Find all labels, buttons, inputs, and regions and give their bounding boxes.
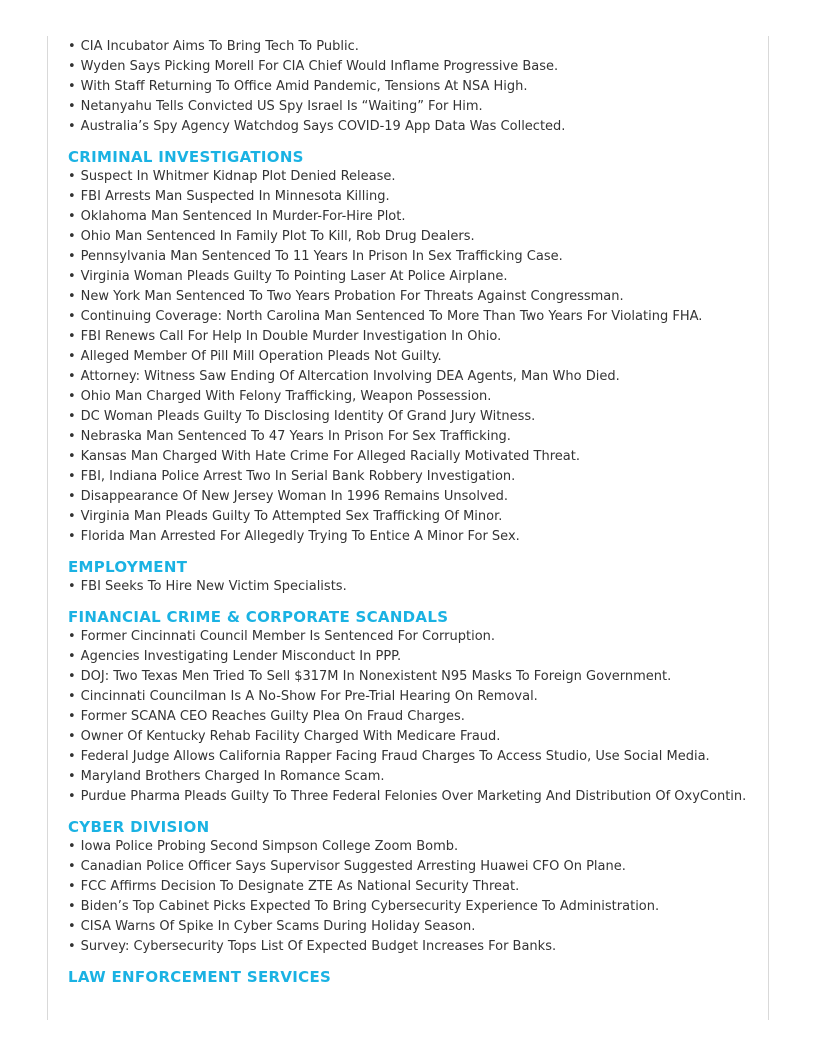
news-item-text: Ohio Man Sentenced In Family Plot To Kill, Rob Drug Dealers.: [80, 229, 475, 244]
news-item-text: FCC Affirms Decision To Designate ZTE As National Security Threat.: [80, 879, 520, 894]
section-heading: EMPLOYMENT: [68, 558, 188, 576]
news-item-link[interactable]: • FBI Seeks To Hire New Victim Specialists.: [68, 579, 347, 594]
news-section: [68, 557, 758, 597]
news-item-text: Oklahoma Man Sentenced In Murder-For-Hire Plot.: [80, 209, 406, 224]
news-item-link[interactable]: • Former Cincinnati Council Member Is Sentenced For Corruption.: [68, 629, 496, 644]
news-item-link[interactable]: • Florida Man Arrested For Allegedly Trying To Entice A Minor For Sex.: [68, 529, 520, 544]
news-item-link[interactable]: • Continuing Coverage: North Carolina Man Sentenced To More Than Two Years For Violating FHA.: [68, 309, 703, 324]
news-item-link[interactable]: • FCC Affirms Decision To Designate ZTE As National Security Threat.: [68, 879, 520, 894]
sections-container: [68, 147, 758, 987]
news-item-link[interactable]: • Iowa Police Probing Second Simpson College Zoom Bomb.: [68, 839, 459, 854]
news-item-link[interactable]: • CISA Warns Of Spike In Cyber Scams During Holiday Season.: [68, 919, 476, 934]
news-item-link[interactable]: • Attorney: Witness Saw Ending Of Altercation Involving DEA Agents, Man Who Died.: [68, 369, 620, 384]
news-item-link[interactable]: • With Staff Returning To Office Amid Pandemic, Tensions At NSA High.: [68, 79, 528, 94]
news-item-link[interactable]: • Australia’s Spy Agency Watchdog Says COVID-19 App Data Was Collected.: [68, 119, 566, 134]
news-item-link[interactable]: • Purdue Pharma Pleads Guilty To Three Federal Felonies Over Marketing And Distribution Of OxyContin.: [68, 789, 747, 804]
section-heading: CYBER DIVISION: [68, 818, 210, 836]
news-item-text: Florida Man Arrested For Allegedly Trying To Entice A Minor For Sex.: [80, 529, 520, 544]
news-item-text: Wyden Says Picking Morell For CIA Chief Would Inflame Progressive Base.: [80, 59, 559, 74]
news-item-text: Survey: Cybersecurity Tops List Of Expected Budget Increases For Banks.: [80, 939, 557, 954]
news-item-link[interactable]: • Nebraska Man Sentenced To 47 Years In Prison For Sex Trafficking.: [68, 429, 511, 444]
news-item-link[interactable]: • Owner Of Kentucky Rehab Facility Charged With Medicare Fraud.: [68, 729, 501, 744]
section-heading: CRIMINAL INVESTIGATIONS: [68, 148, 304, 166]
news-section: [68, 967, 758, 987]
news-item-text: With Staff Returning To Office Amid Pandemic, Tensions At NSA High.: [80, 79, 528, 94]
news-item-text: Australia’s Spy Agency Watchdog Says COVID-19 App Data Was Collected.: [80, 119, 566, 134]
news-item-link[interactable]: • Canadian Police Officer Says Supervisor Suggested Arresting Huawei CFO On Plane.: [68, 859, 626, 874]
continuation-list: [68, 37, 758, 137]
news-item-link[interactable]: • Alleged Member Of Pill Mill Operation Pleads Not Guilty.: [68, 349, 442, 364]
news-item-text: Ohio Man Charged With Felony Trafficking, Weapon Possession.: [80, 389, 492, 404]
news-item-text: Suspect In Whitmer Kidnap Plot Denied Release.: [80, 169, 396, 184]
news-item-link[interactable]: • Netanyahu Tells Convicted US Spy Israel Is “Waiting” For Him.: [68, 99, 483, 114]
news-item-text: Kansas Man Charged With Hate Crime For Alleged Racially Motivated Threat.: [80, 449, 580, 464]
section-heading: LAW ENFORCEMENT SERVICES: [68, 968, 332, 986]
news-item-text: Maryland Brothers Charged In Romance Scam.: [80, 769, 385, 784]
news-item-link[interactable]: • Maryland Brothers Charged In Romance Scam.: [68, 769, 385, 784]
news-item-text: CISA Warns Of Spike In Cyber Scams During Holiday Season.: [80, 919, 476, 934]
news-item-link[interactable]: • Oklahoma Man Sentenced In Murder-For-Hire Plot.: [68, 209, 406, 224]
news-item-link[interactable]: • Cincinnati Councilman Is A No-Show For Pre-Trial Hearing On Removal.: [68, 689, 538, 704]
news-item-link[interactable]: • FBI Arrests Man Suspected In Minnesota Killing.: [68, 189, 390, 204]
news-item-text: Continuing Coverage: North Carolina Man Sentenced To More Than Two Years For Violating FHA.: [80, 309, 703, 324]
news-item-text: Federal Judge Allows California Rapper Facing Fraud Charges To Access Studio, Use Social Media.: [80, 749, 710, 764]
news-item-link[interactable]: • CIA Incubator Aims To Bring Tech To Public.: [68, 39, 359, 54]
news-item-text: Iowa Police Probing Second Simpson College Zoom Bomb.: [80, 839, 459, 854]
news-item-link[interactable]: • Former SCANA CEO Reaches Guilty Plea On Fraud Charges.: [68, 709, 465, 724]
news-item-link[interactable]: • FBI Renews Call For Help In Double Murder Investigation In Ohio.: [68, 329, 502, 344]
news-item-text: Netanyahu Tells Convicted US Spy Israel Is “Waiting” For Him.: [80, 99, 483, 114]
news-item-link[interactable]: • Virginia Man Pleads Guilty To Attempted Sex Trafficking Of Minor.: [68, 509, 503, 524]
news-item-text: Biden’s Top Cabinet Picks Expected To Bring Cybersecurity Experience To Administration.: [80, 899, 660, 914]
news-item-link[interactable]: • Pennsylvania Man Sentenced To 11 Years In Prison In Sex Trafficking Case.: [68, 249, 563, 264]
news-item-link[interactable]: • Biden’s Top Cabinet Picks Expected To Bring Cybersecurity Experience To Administration.: [68, 899, 660, 914]
news-item-text: Owner Of Kentucky Rehab Facility Charged With Medicare Fraud.: [80, 729, 501, 744]
news-item-text: Nebraska Man Sentenced To 47 Years In Prison For Sex Trafficking.: [80, 429, 511, 444]
news-item-text: Former SCANA CEO Reaches Guilty Plea On Fraud Charges.: [80, 709, 465, 724]
news-item-text: FBI Seeks To Hire New Victim Specialists.: [80, 579, 347, 594]
news-item-link[interactable]: • Disappearance Of New Jersey Woman In 1996 Remains Unsolved.: [68, 489, 509, 504]
news-item-text: CIA Incubator Aims To Bring Tech To Public.: [80, 39, 359, 54]
news-item-link[interactable]: • FBI, Indiana Police Arrest Two In Serial Bank Robbery Investigation.: [68, 469, 516, 484]
news-item-text: New York Man Sentenced To Two Years Probation For Threats Against Congressman.: [80, 289, 624, 304]
news-item-text: Agencies Investigating Lender Misconduct In PPP.: [80, 649, 402, 664]
section-heading: FINANCIAL CRIME & CORPORATE SCANDALS: [68, 608, 449, 626]
news-item-text: FBI Arrests Man Suspected In Minnesota Killing.: [80, 189, 390, 204]
news-item-link[interactable]: • Ohio Man Sentenced In Family Plot To Kill, Rob Drug Dealers.: [68, 229, 475, 244]
news-item-text: DC Woman Pleads Guilty To Disclosing Identity Of Grand Jury Witness.: [80, 409, 536, 424]
news-item-text: Attorney: Witness Saw Ending Of Altercation Involving DEA Agents, Man Who Died.: [80, 369, 620, 384]
newsletter-content: [68, 37, 758, 987]
news-item-link[interactable]: • Virginia Woman Pleads Guilty To Pointing Laser At Police Airplane.: [68, 269, 508, 284]
news-section: [68, 817, 758, 957]
news-item-link[interactable]: • DC Woman Pleads Guilty To Disclosing Identity Of Grand Jury Witness.: [68, 409, 536, 424]
news-item-link[interactable]: • Suspect In Whitmer Kidnap Plot Denied Release.: [68, 169, 396, 184]
news-item-link[interactable]: • Kansas Man Charged With Hate Crime For Alleged Racially Motivated Threat.: [68, 449, 580, 464]
news-item-link[interactable]: • Survey: Cybersecurity Tops List Of Expected Budget Increases For Banks.: [68, 939, 557, 954]
news-item-text: DOJ: Two Texas Men Tried To Sell $317M In Nonexistent N95 Masks To Foreign Government.: [80, 669, 672, 684]
news-item-link[interactable]: • Federal Judge Allows California Rapper Facing Fraud Charges To Access Studio, Use Social Media.: [68, 749, 710, 764]
news-item-text: Purdue Pharma Pleads Guilty To Three Federal Felonies Over Marketing And Distribution Of OxyContin.: [80, 789, 747, 804]
news-item-text: Cincinnati Councilman Is A No-Show For Pre-Trial Hearing On Removal.: [80, 689, 538, 704]
news-item-text: Former Cincinnati Council Member Is Sentenced For Corruption.: [80, 629, 496, 644]
news-item-link[interactable]: • Wyden Says Picking Morell For CIA Chief Would Inflame Progressive Base.: [68, 59, 559, 74]
news-item-text: Pennsylvania Man Sentenced To 11 Years In Prison In Sex Trafficking Case.: [80, 249, 563, 264]
news-section: [68, 607, 758, 807]
news-item-link[interactable]: • Ohio Man Charged With Felony Trafficking, Weapon Possession.: [68, 389, 492, 404]
news-item-text: FBI Renews Call For Help In Double Murder Investigation In Ohio.: [80, 329, 502, 344]
news-item-link[interactable]: • DOJ: Two Texas Men Tried To Sell $317M In Nonexistent N95 Masks To Foreign Government.: [68, 669, 672, 684]
news-item-text: Canadian Police Officer Says Supervisor Suggested Arresting Huawei CFO On Plane.: [80, 859, 626, 874]
news-section: [68, 147, 758, 547]
news-item-link[interactable]: • New York Man Sentenced To Two Years Probation For Threats Against Congressman.: [68, 289, 624, 304]
news-item-text: Disappearance Of New Jersey Woman In 1996 Remains Unsolved.: [80, 489, 509, 504]
news-item-link[interactable]: • Agencies Investigating Lender Misconduct In PPP.: [68, 649, 402, 664]
news-item-text: FBI, Indiana Police Arrest Two In Serial Bank Robbery Investigation.: [80, 469, 516, 484]
news-item-text: Virginia Man Pleads Guilty To Attempted Sex Trafficking Of Minor.: [80, 509, 503, 524]
news-item-text: Virginia Woman Pleads Guilty To Pointing Laser At Police Airplane.: [80, 269, 508, 284]
news-item-text: Alleged Member Of Pill Mill Operation Pleads Not Guilty.: [80, 349, 442, 364]
